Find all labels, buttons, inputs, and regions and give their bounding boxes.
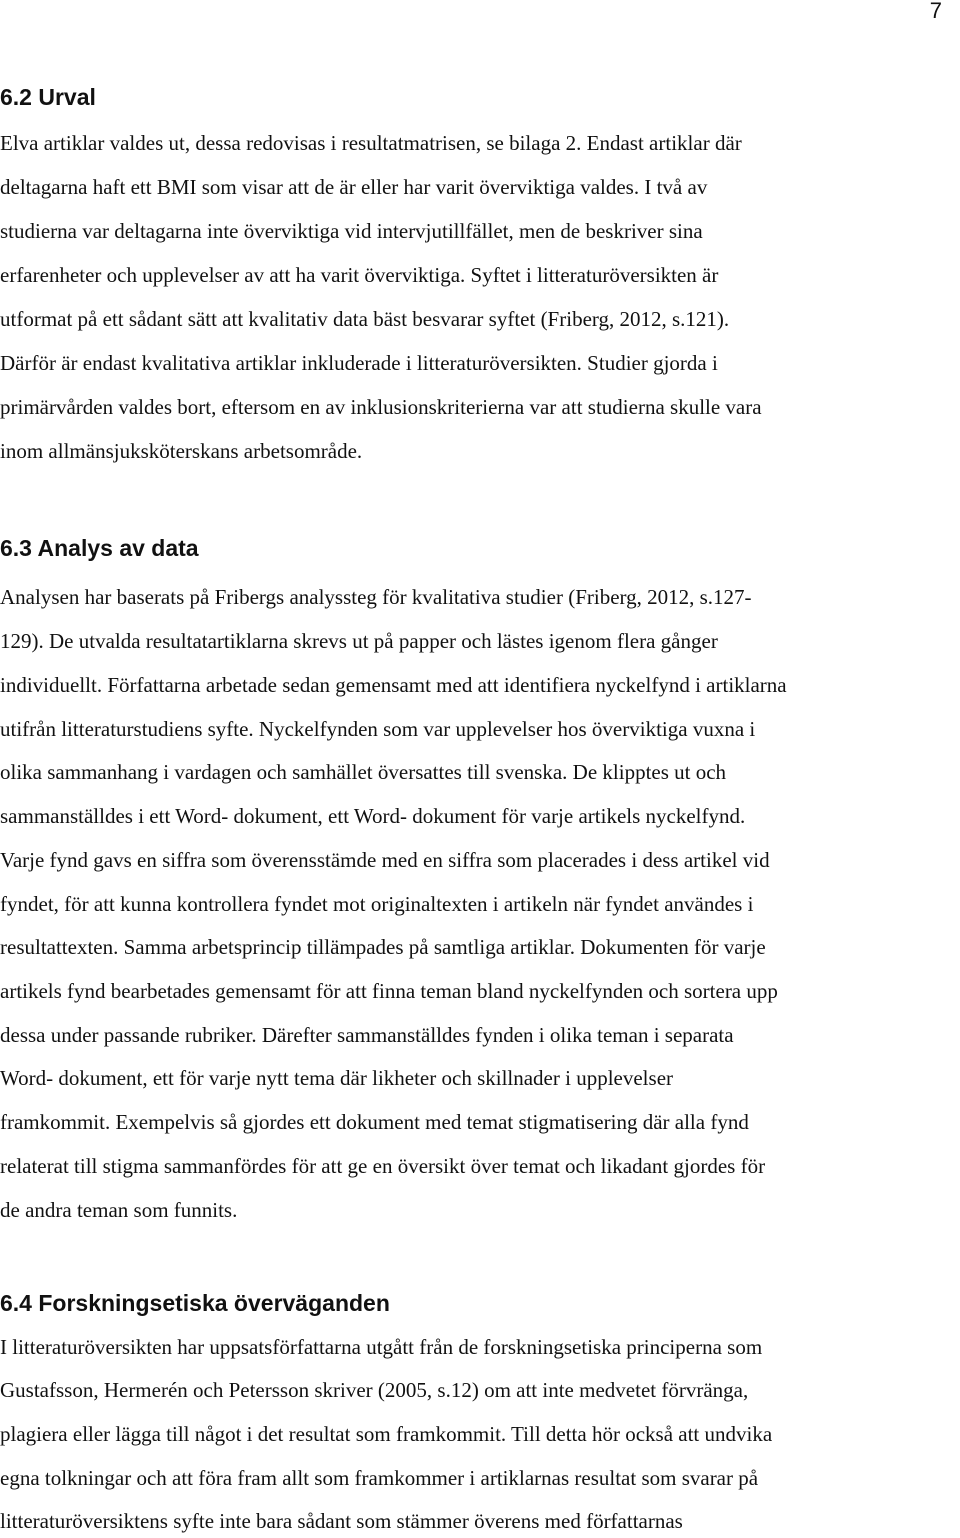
text-line: Word- dokument, ett för varje nytt tema där likheter och skillnader i upplevelser: [0, 1066, 674, 1090]
page-number: 7: [929, 0, 942, 23]
section-heading-urval: 6.2 Urval: [0, 84, 96, 110]
text-line: I litteraturöversikten har uppsatsförfattarna utgått från de forskningsetiska principerna som: [0, 1335, 763, 1359]
text-line: 129). De utvalda resultatartiklarna skrevs ut på papper och lästes igenom flera gånger: [0, 629, 718, 653]
section-analys-av-data: [0, 535, 960, 1222]
text-line: olika sammanhang i vardagen och samhället översattes till svenska. De klipptes ut och: [0, 760, 727, 784]
text-line: individuellt. Författarna arbetade sedan gemensamt med att identifiera nyckelfynd i artiklarna: [0, 673, 787, 697]
text-line: litteraturöversiktens syfte inte bara sådant som stämmer överens med författarnas: [0, 1509, 683, 1533]
text-line: erfarenheter och upplevelser av att ha varit överviktiga. Syftet i litteraturöversikten är: [0, 263, 719, 287]
text-line: Analysen har baserats på Fribergs analyssteg för kvalitativa studier (Friberg, 2012, s.127-: [0, 585, 752, 609]
text-line: resultattexten. Samma arbetsprincip tillämpades på samtliga artiklar. Dokumenten för varje: [0, 935, 766, 959]
section-forskningsetiska-overvaganden: [0, 1290, 960, 1533]
text-line: fyndet, för att kunna kontrollera fyndet mot originaltexten i artikeln när fyndet användes i: [0, 892, 754, 916]
section-urval: [0, 84, 960, 463]
text-line: studierna var deltagarna inte överviktiga vid intervjutillfället, men de beskriver sina: [0, 219, 703, 243]
text-line: plagiera eller lägga till något i det resultat som framkommit. Till detta hör också att undvika: [0, 1422, 773, 1446]
text-line: inom allmänsjuksköterskans arbetsområde.: [0, 439, 363, 463]
text-line: Elva artiklar valdes ut, dessa redovisas i resultatmatrisen, se bilaga 2. Endast artiklar där: [0, 131, 742, 155]
text-line: de andra teman som funnits.: [0, 1198, 238, 1222]
text-line: framkommit. Exempelvis så gjordes ett dokument med temat stigmatisering där alla fynd: [0, 1110, 749, 1134]
text-line: primärvården valdes bort, eftersom en av inklusionskriterierna var att studierna skulle vara: [0, 395, 762, 419]
text-line: relaterat till stigma sammanfördes för att ge en översikt över temat och likadant gjordes för: [0, 1154, 766, 1178]
text-line: sammanställdes i ett Word- dokument, ett Word- dokument för varje artikels nyckelfynd.: [0, 804, 746, 828]
text-line: deltagarna haft ett BMI som visar att de är eller har varit överviktiga valdes. I två av: [0, 175, 708, 199]
text-line: dessa under passande rubriker. Därefter sammanställdes fynden i olika teman i separata: [0, 1023, 734, 1047]
text-line: utformat på ett sådant sätt att kvalitativ data bäst besvarar syftet (Friberg, 2012, s.121).: [0, 307, 730, 331]
text-line: Varje fynd gavs en siffra som överensstämde med en siffra som placerades i dess artikel vid: [0, 848, 770, 872]
section-heading-forskningsetik: 6.4 Forskningsetiska överväganden: [0, 1290, 390, 1316]
text-line: utifrån litteraturstudiens syfte. Nyckelfynden som var upplevelser hos överviktiga vuxna i: [0, 717, 756, 741]
text-line: Därför är endast kvalitativa artiklar inkluderade i litteraturöversikten. Studier gjorda i: [0, 351, 718, 375]
text-line: egna tolkningar och att föra fram allt som framkommer i artiklarnas resultat som svarar på: [0, 1466, 759, 1490]
section-heading-analys: 6.3 Analys av data: [0, 535, 199, 561]
text-line: Gustafsson, Hermerén och Petersson skriver (2005, s.12) om att inte medvetet förvränga,: [0, 1378, 749, 1402]
text-line: artikels fynd bearbetades gemensamt för att finna teman bland nyckelfynden och sortera upp: [0, 979, 778, 1003]
